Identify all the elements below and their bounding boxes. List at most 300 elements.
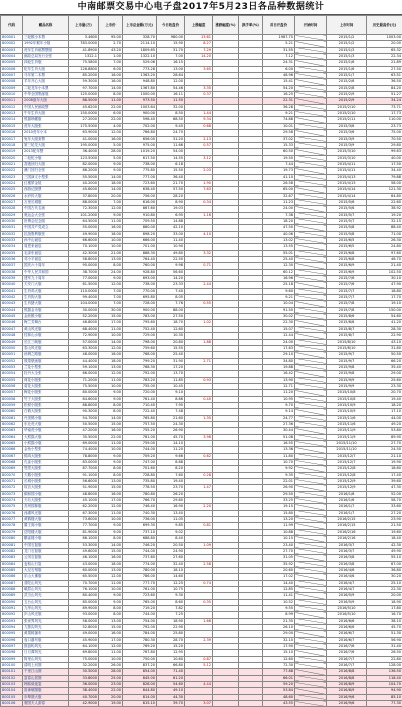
- table-cell: 88.0000: [69, 199, 99, 205]
- table-cell: 12.00: [99, 644, 123, 650]
- table-cell: 8.20: [157, 466, 185, 472]
- table-cell: 0.87: [185, 656, 213, 662]
- table-cell: 22.00: [99, 117, 123, 123]
- table-cell: 49.80: [157, 250, 185, 256]
- code-cell: 800069: [1, 466, 23, 472]
- table-cell: 10.00: [99, 244, 123, 250]
- col-header: 上市时间: [327, 16, 367, 35]
- table-cell: 12.60: [157, 326, 185, 332]
- table-cell: 26.90: [157, 428, 185, 434]
- table-cell: 2015/4/14: [327, 193, 367, 199]
- table-cell: 24.31: [263, 60, 295, 66]
- table-cell: 2016/5/10: [327, 612, 367, 618]
- table-cell: 7.00: [99, 301, 123, 307]
- table-cell: 777.70: [123, 580, 157, 586]
- table-cell: 45.9000: [69, 637, 99, 643]
- table-cell: 81.9000: [69, 529, 99, 535]
- table-cell: 22.00: [99, 104, 123, 110]
- table-cell: 2015/7/6: [327, 276, 367, 282]
- table-cell: 15.00: [99, 624, 123, 630]
- table-cell: 24.77: [263, 415, 295, 421]
- name-cell: 麦积山石窟: [23, 561, 69, 567]
- table-cell: 22.80: [367, 656, 402, 662]
- table-cell: 22.31: [263, 98, 295, 104]
- table-cell: 815.10: [123, 701, 157, 707]
- table-cell: 13.00: [99, 479, 123, 485]
- table-cell: 18.10: [157, 567, 185, 573]
- table-cell: 755.20: [123, 428, 157, 434]
- table-cell: 736.00: [123, 517, 157, 523]
- name-cell: 荷花小版张: [23, 377, 69, 383]
- table-cell: 45.70: [157, 434, 185, 440]
- table-cell: 738.00: [123, 161, 157, 167]
- table-cell: 16.00: [99, 73, 123, 79]
- table-cell: 8.88: [157, 460, 185, 466]
- table-cell: 3.35: [185, 85, 213, 91]
- name-cell: 华南虎小版: [23, 428, 69, 434]
- code-cell: 800099: [1, 656, 23, 662]
- table-cell: 40.06: [263, 231, 295, 237]
- table-cell: 2.58: [185, 561, 213, 567]
- table-cell: 3.96: [185, 434, 213, 440]
- code-cell: 800021: [1, 161, 23, 167]
- table-cell: 21.70: [157, 180, 185, 186]
- table-cell: 48.0000: [69, 352, 99, 358]
- name-cell: 步辇图大版: [23, 694, 69, 700]
- name-cell: 中国古代名画: [23, 206, 69, 212]
- table-cell: 21.35: [263, 618, 295, 624]
- table-cell: 854.00: [123, 669, 157, 675]
- table-cell: 16.00: [99, 555, 123, 561]
- name-cell: 周恩来诞辰: [23, 244, 69, 250]
- table-cell: 9.92: [263, 466, 295, 472]
- table-cell: 11.40: [157, 238, 185, 244]
- name-cell: 二轮龙年小本票: [23, 85, 69, 91]
- table-cell: 32.10: [263, 637, 295, 643]
- table-cell: 767.80: [123, 650, 157, 656]
- table-cell: 99.4000: [69, 295, 99, 301]
- table-cell: 16.90: [157, 504, 185, 510]
- table-cell: 45.70: [367, 624, 402, 630]
- table-cell: 29.10: [263, 352, 295, 358]
- table-cell: 101.2000: [69, 212, 99, 218]
- code-cell: 800059: [1, 402, 23, 408]
- table-cell: 14.00: [99, 339, 123, 345]
- table-cell: 2015/12/9: [327, 479, 367, 485]
- table-cell: 65.32: [367, 47, 402, 53]
- name-cell: 颐和园小版: [23, 491, 69, 497]
- table-cell: 2015/4/13: [327, 174, 367, 180]
- table-cell: 9.00: [99, 161, 123, 167]
- table-cell: 757.50: [123, 421, 157, 427]
- code-cell: 800079: [1, 529, 23, 535]
- code-cell: 800012: [1, 104, 23, 110]
- table-cell: 2015/6/9: [327, 269, 367, 275]
- table-cell: 66.6000: [69, 238, 99, 244]
- table-cell: 24.00: [263, 339, 295, 345]
- table-cell: 30.00: [99, 307, 123, 313]
- table-cell: 12.71: [263, 383, 295, 389]
- table-cell: 30.02: [263, 314, 295, 320]
- code-cell: 800085: [1, 567, 23, 573]
- table-cell: 867.60: [123, 206, 157, 212]
- table-cell: 20.00: [367, 593, 402, 599]
- table-cell: 57.0000: [69, 339, 99, 345]
- table-cell: 7.63: [185, 187, 213, 193]
- table-cell: 12.00: [99, 345, 123, 351]
- table-cell: 2016/5/10: [327, 605, 367, 611]
- table-cell: 11.00: [99, 441, 123, 447]
- table-cell: 2015/3/10: [327, 149, 367, 155]
- table-cell: 2016/2/16: [327, 529, 367, 535]
- table-cell: 12.95: [157, 650, 185, 656]
- table-cell: 16.00: [99, 225, 123, 231]
- table-cell: 22.90: [157, 624, 185, 630]
- table-cell: 2016/2/15: [327, 517, 367, 523]
- name-cell: 中华全国集邮展: [23, 92, 69, 98]
- table-cell: 55.0000: [69, 225, 99, 231]
- table-cell: 15.50: [157, 168, 185, 174]
- table-cell: 2015/3/9: [327, 136, 367, 142]
- table-cell: 765.80: [123, 415, 157, 421]
- table-cell: 2015/12/7: [327, 453, 367, 459]
- table-cell: 11.00: [99, 510, 123, 516]
- table-cell: 10.45: [157, 383, 185, 389]
- code-cell: 800102: [1, 675, 23, 681]
- name-cell: 蛇年生肖大版: [23, 66, 69, 72]
- table-cell: 28.64: [157, 73, 185, 79]
- table-cell: 764.40: [123, 257, 157, 263]
- table-cell: 88.00: [157, 307, 185, 313]
- table-cell: 28.70: [157, 637, 185, 643]
- table-cell: 50.50: [367, 352, 402, 358]
- table-cell: 2015/10/9: [327, 409, 367, 415]
- table-cell: 7.00: [99, 288, 123, 294]
- col-header: 开始时间: [295, 16, 327, 35]
- table-cell: 9.00: [99, 599, 123, 605]
- table-cell: 1.02: [185, 320, 213, 326]
- code-cell: 800028: [1, 206, 23, 212]
- code-cell: 800067: [1, 453, 23, 459]
- table-cell: 2016/1/7: [327, 504, 367, 510]
- name-cell: 锦鸡大版张: [23, 453, 69, 459]
- table-cell: 2016/3/7: [327, 548, 367, 554]
- table-cell: 0.81: [185, 523, 213, 529]
- name-cell: 鹳雀楼小版: [23, 536, 69, 542]
- table-cell: 43.0000: [69, 561, 99, 567]
- col-header: 涨跌幅度(%): [213, 16, 239, 35]
- table-cell: 19.90: [367, 460, 402, 466]
- table-cell: 781.00: [123, 434, 157, 440]
- name-cell: 韩熙载夜宴: [23, 682, 69, 688]
- table-cell: 2.20: [185, 504, 213, 510]
- table-cell: 786.00: [123, 574, 157, 580]
- table-cell: 41.8900: [69, 47, 99, 53]
- table-cell: 2015/4/14: [327, 187, 367, 193]
- table-cell: 2015/6/5: [327, 238, 367, 244]
- table-cell: 759.60: [123, 345, 157, 351]
- table-cell: 14.00: [99, 187, 123, 193]
- table-cell: 68.4000: [69, 326, 99, 332]
- code-cell: 800001: [1, 35, 23, 41]
- name-cell: 千里江山图: [23, 669, 69, 675]
- table-cell: 99.63: [367, 149, 402, 155]
- table-cell: 24.70: [157, 130, 185, 136]
- table-cell: 40.2000: [69, 180, 99, 186]
- table-cell: 77.30: [367, 701, 402, 707]
- table-cell: 765.00: [123, 599, 157, 605]
- table-cell: 60.50: [263, 149, 295, 155]
- table-cell: 67.00: [367, 561, 402, 567]
- table-cell: 24.00: [99, 269, 123, 275]
- table-cell: 73.6000: [69, 517, 99, 523]
- table-cell: 31.40: [367, 644, 402, 650]
- table-cell: 10.00: [99, 238, 123, 244]
- table-cell: 31.55: [263, 47, 295, 53]
- table-cell: 737.60: [123, 555, 157, 561]
- table-cell: 16.55: [263, 441, 295, 447]
- table-cell: 18.60: [367, 466, 402, 472]
- code-cell: 800013: [1, 111, 23, 117]
- table-cell: 19.20: [367, 212, 402, 218]
- table-cell: 21.60: [157, 415, 185, 421]
- code-cell: 800015: [1, 123, 23, 129]
- table-cell: 2015/12/8: [327, 472, 367, 478]
- name-cell: 生肖狗大版: [23, 295, 69, 301]
- table-cell: 8.40: [157, 536, 185, 542]
- table-cell: 9.21: [263, 111, 295, 117]
- code-cell: 800048: [1, 333, 23, 339]
- table-cell: 65.00: [263, 187, 295, 193]
- table-cell: 47.2000: [69, 428, 99, 434]
- table-cell: 2016/2/15: [327, 523, 367, 529]
- table-cell: 49.20: [367, 421, 402, 427]
- table-cell: 75.0000: [69, 656, 99, 662]
- table-cell: 2016/9/6: [327, 694, 367, 700]
- name-cell: 张家界风光: [23, 618, 69, 624]
- code-cell: 800050: [1, 345, 23, 351]
- code-cell: 800010: [1, 92, 23, 98]
- table-cell: 766.80: [123, 130, 157, 136]
- table-cell: 121.30: [367, 187, 402, 193]
- table-cell: 2016/3/8: [327, 555, 367, 561]
- table-cell: 45.6000: [69, 187, 99, 193]
- table-cell: 74.88: [263, 117, 295, 123]
- table-cell: 2015/11/10: [327, 447, 367, 453]
- table-cell: 55.5000: [69, 174, 99, 180]
- table-cell: 94.90: [367, 688, 402, 694]
- code-cell: 800003: [1, 47, 23, 53]
- table-cell: 2015/1/3: [327, 47, 367, 53]
- table-cell: 26.00: [99, 663, 123, 669]
- code-cell: 800077: [1, 517, 23, 523]
- table-cell: 828.00: [123, 682, 157, 688]
- table-cell: 16.11: [157, 92, 185, 98]
- table-cell: 9.00: [99, 168, 123, 174]
- table-cell: 70.7000: [69, 580, 99, 586]
- table-cell: 27.2000: [69, 117, 99, 123]
- table-cell: 8.05: [157, 295, 185, 301]
- table-cell: 67.3000: [69, 510, 99, 516]
- table-cell: 9.00: [99, 390, 123, 396]
- table-cell: 18.80: [367, 288, 402, 294]
- name-cell: 金鱼小型张: [23, 447, 69, 453]
- table-cell: 4.10: [185, 231, 213, 237]
- table-cell: 1367.80: [123, 85, 157, 91]
- table-cell: 2016/2/16: [327, 536, 367, 542]
- table-cell: 7.25: [157, 612, 185, 618]
- table-cell: 79.88: [367, 174, 402, 180]
- table-cell: 10.90: [157, 244, 185, 250]
- name-cell: 牡丹大全张: [23, 371, 69, 377]
- table-cell: 14.00: [99, 415, 123, 421]
- name-cell: 邮政总局发行全张: [23, 54, 69, 60]
- table-cell: 15.00: [99, 314, 123, 320]
- table-cell: 150.00: [367, 307, 402, 313]
- code-cell: 800045: [1, 314, 23, 320]
- table-cell: 21.40: [367, 263, 402, 269]
- table-cell: 0.35: [185, 599, 213, 605]
- table-cell: 8.00: [99, 409, 123, 415]
- table-cell: 2.13: [185, 136, 213, 142]
- table-cell: 52.2000: [69, 314, 99, 320]
- table-cell: 59.3000: [69, 79, 99, 85]
- name-cell: 五台山风光: [23, 599, 69, 605]
- table-cell: 45.1000: [69, 498, 99, 504]
- name-cell: 中国石窟版: [23, 542, 69, 548]
- code-cell: 800061: [1, 415, 23, 421]
- code-cell: 800007: [1, 73, 23, 79]
- table-cell: 26.90: [263, 485, 295, 491]
- table-cell: 656.00: [123, 136, 157, 142]
- table-cell: 2015/7/7: [327, 288, 367, 294]
- table-cell: 14.55: [157, 155, 185, 161]
- table-cell: 20.00: [99, 694, 123, 700]
- table-cell: 19.73: [263, 168, 295, 174]
- table-cell: 688.80: [123, 536, 157, 542]
- table-cell: 2015/2/11: [327, 117, 367, 123]
- table-cell: 42.3000: [69, 250, 99, 256]
- table-cell: 0.71: [185, 263, 213, 269]
- table-cell: 2015/9/8: [327, 371, 367, 377]
- table-cell: 15.90: [157, 41, 185, 47]
- table-cell: 14.88: [157, 218, 185, 224]
- name-cell: 日月潭风光: [23, 650, 69, 656]
- table-cell: 7.29: [185, 47, 213, 53]
- code-cell: 800063: [1, 428, 23, 434]
- table-cell: 86.2000: [69, 168, 99, 174]
- table-cell: 48.60: [263, 694, 295, 700]
- table-cell: 799.20: [123, 358, 157, 364]
- name-cell: 岳阳楼大版: [23, 529, 69, 535]
- code-cell: 800096: [1, 637, 23, 643]
- table-cell: 529.06: [123, 60, 157, 66]
- table-cell: 23.90: [367, 517, 402, 523]
- table-cell: 666.00: [123, 238, 157, 244]
- table-cell: 24.80: [367, 244, 402, 250]
- table-cell: 54.7000: [69, 415, 99, 421]
- table-cell: 738.00: [123, 282, 157, 288]
- table-cell: 16.00: [99, 352, 123, 358]
- table-cell: 2015/1/3: [327, 54, 367, 60]
- table-cell: 760.00: [123, 263, 157, 269]
- table-cell: 1.09: [185, 542, 213, 548]
- table-cell: 1.00: [99, 54, 123, 60]
- table-cell: 95.0000: [69, 263, 99, 269]
- table-cell: 40.00: [367, 155, 402, 161]
- table-cell: 83.0000: [69, 460, 99, 466]
- table-cell: 746.20: [123, 542, 157, 548]
- table-cell: 32.15: [367, 218, 402, 224]
- table-cell: 7.48: [157, 409, 185, 415]
- table-cell: 14.00: [99, 174, 123, 180]
- name-cell: 中国人民邮政整: [23, 104, 69, 110]
- table-cell: 78.8000: [69, 453, 99, 459]
- table-cell: 57.50: [157, 187, 185, 193]
- table-cell: 73.71: [367, 104, 402, 110]
- table-cell: 0.68: [185, 123, 213, 129]
- code-cell: 800039: [1, 276, 23, 282]
- table-cell: 693.00: [123, 276, 157, 282]
- name-cell: 峨眉山风光: [23, 586, 69, 592]
- table-cell: 35.40: [367, 364, 402, 370]
- name-cell: 大足石刻版: [23, 567, 69, 573]
- table-cell: 2015/5/7: [327, 212, 367, 218]
- table-cell: 752.40: [123, 326, 157, 332]
- table-cell: 2015/8/6: [327, 314, 367, 320]
- table-cell: 7.38: [263, 212, 295, 218]
- table-cell: 24.90: [157, 548, 185, 554]
- table-cell: 19.10: [367, 301, 402, 307]
- code-cell: 800075: [1, 504, 23, 510]
- table-cell: 0.28: [185, 472, 213, 478]
- table-cell: 9.00: [99, 523, 123, 529]
- table-cell: 11.85: [157, 377, 185, 383]
- name-cell: 奥运会大全张: [23, 212, 69, 218]
- code-cell: 800032: [1, 231, 23, 237]
- table-cell: 9.70: [263, 402, 295, 408]
- name-cell: 鸳鸯大版张: [23, 466, 69, 472]
- name-cell: 天坛大版张: [23, 498, 69, 504]
- table-cell: 756.00: [123, 193, 157, 199]
- table-cell: 20.00: [367, 41, 402, 47]
- table-cell: 44.4000: [69, 358, 99, 364]
- table-cell: 19.00: [99, 701, 123, 707]
- code-cell: 800100: [1, 663, 23, 669]
- table-cell: 1322.1: [69, 54, 99, 60]
- table-cell: 2015/9/7: [327, 352, 367, 358]
- table-cell: 837.20: [123, 663, 157, 669]
- table-cell: 22.00: [99, 434, 123, 440]
- table-cell: 16.42: [263, 371, 295, 377]
- table-cell: 12.00: [157, 79, 185, 85]
- table-cell: 110.0000: [69, 288, 99, 294]
- table-cell: 30.10: [367, 276, 402, 282]
- name-cell: 梅花小版张: [23, 390, 69, 396]
- code-cell: 800043: [1, 301, 23, 307]
- name-cell: 黄鹤楼大版: [23, 517, 69, 523]
- table-cell: 89.9000: [69, 605, 99, 611]
- table-cell: 7.00: [157, 54, 185, 60]
- table-cell: 18.00: [99, 561, 123, 567]
- table-cell: 38.10: [367, 618, 402, 624]
- table-cell: 1.88: [185, 339, 213, 345]
- table-cell: 88.8000: [69, 402, 99, 408]
- table-cell: 9.00: [99, 276, 123, 282]
- table-cell: 27.50: [157, 314, 185, 320]
- table-cell: 12.60: [263, 656, 295, 662]
- table-cell: 16.96: [263, 276, 295, 282]
